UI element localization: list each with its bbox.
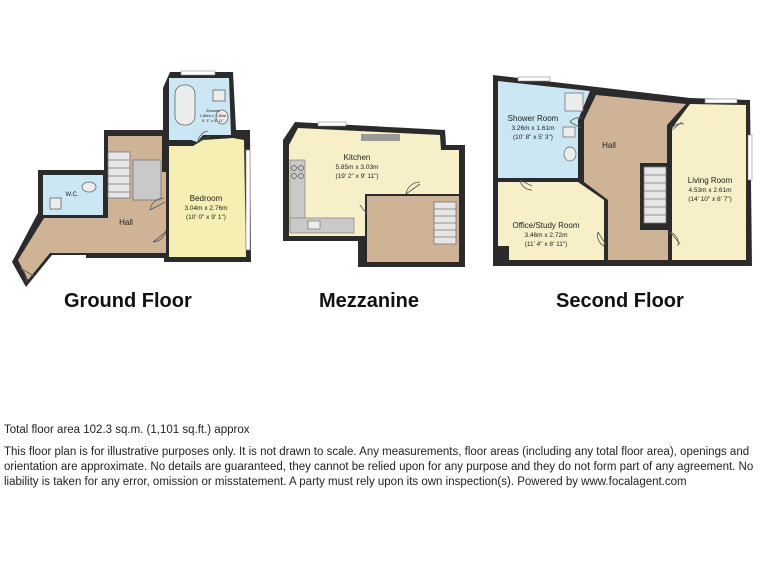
- kitchen-wall-unit: [361, 134, 400, 141]
- kitchen-label: Kitchen: [343, 153, 371, 162]
- shower-room-dims-ft: (10' 8" x 5' 3"): [513, 134, 553, 141]
- mezzanine-stairs: [434, 202, 456, 244]
- living-window-top: [705, 99, 737, 103]
- office-dims-m: 3.46m x 2.72m: [524, 232, 568, 239]
- ground-hall-label: Hall: [119, 218, 133, 227]
- ground-floor-plan: [12, 71, 251, 287]
- ensuite-dims-ft: 6' 1" x 5' 11": [202, 118, 224, 123]
- kitchen-window: [318, 122, 346, 126]
- second-floor-title: Second Floor: [556, 290, 684, 312]
- ensuite-basin-fixture: [213, 90, 225, 101]
- second-stairs: [644, 167, 666, 223]
- ensuite-dims-m: 1.86m x 1.80m: [199, 113, 227, 118]
- ensuite-bath-fixture: [175, 85, 195, 125]
- kitchen-sink-fixture: [308, 221, 320, 229]
- ensuite-label: Ensuite: [206, 108, 220, 113]
- living-room-dims-ft: (14' 10" x 8' 7"): [688, 196, 732, 203]
- ground-floor-title: Ground Floor: [64, 290, 192, 312]
- living-window-side: [748, 135, 752, 180]
- bedroom-window: [246, 150, 250, 250]
- living-room-dims-m: 4.53m x 2.61m: [688, 187, 732, 194]
- wc-basin-fixture: [50, 198, 61, 209]
- shower-toilet-fixture: [564, 147, 576, 161]
- shower-tray-fixture: [565, 93, 583, 111]
- office-label: Office/Study Room: [512, 221, 580, 230]
- wc-label: W.C.: [65, 192, 79, 198]
- ground-cupboard: [133, 160, 161, 200]
- second-floor-plan: [493, 75, 752, 266]
- bedroom-label: Bedroom: [189, 194, 223, 203]
- total-floor-area: Total floor area 102.3 sq.m. (1,101 sq.ft.) approx: [4, 424, 250, 436]
- shower-basin-fixture: [563, 127, 575, 137]
- shower-room-dims-m: 3.26m x 1.61m: [511, 125, 555, 132]
- bedroom-dims-ft: (10' 0" x 9' 1"): [186, 214, 226, 221]
- wc-toilet-fixture: [82, 182, 96, 192]
- kitchen-dims-m: 5.85m x 3.03m: [335, 164, 379, 171]
- ground-stairs: [108, 152, 130, 198]
- shower-room-label: Shower Room: [507, 114, 559, 123]
- kitchen-dims-ft: (19' 2" x 9' 11"): [335, 173, 379, 180]
- bedroom-dims-m: 3.04m x 2.76m: [184, 205, 228, 212]
- ensuite-window: [181, 71, 215, 75]
- living-room-label: Living Room: [687, 176, 733, 185]
- shower-window: [518, 77, 550, 81]
- kitchen-worktop-bottom: [290, 218, 354, 233]
- office-dims-ft: (11' 4" x 8' 11"): [524, 241, 568, 248]
- disclaimer-text: This floor plan is for illustrative purposes only. It is not drawn to scale. Any measurements, floor areas (including any total floor area), openings and orientation are approximate. No details are guaranteed, they cannot be relied upon for any purpose and they do not form part of any agreement. No liability is taken for any error, omission or misstatement. A party must rely upon its own inspection(s). Powered by www.focalagent.com: [4, 446, 754, 488]
- second-hall-label: Hall: [602, 141, 616, 150]
- mezzanine-plan: [283, 122, 465, 267]
- mezzanine-title: Mezzanine: [319, 290, 420, 312]
